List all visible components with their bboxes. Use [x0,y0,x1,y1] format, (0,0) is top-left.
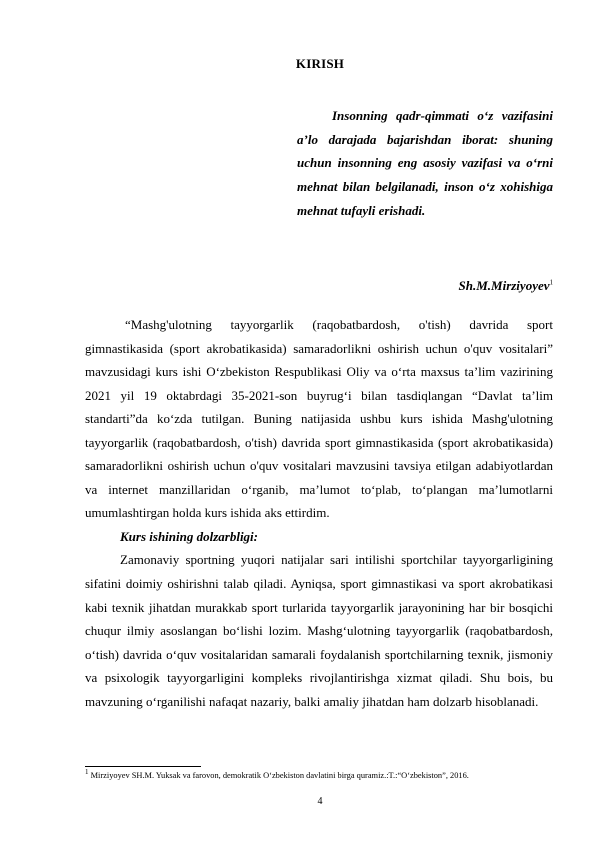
body-paragraph-1: “Mashg'ulotning tayyorgarlik (raqobatbardosh, o'tish) davrida sport gimnastikasida (sport akrobatikasida) samaradorlikni oshirish uchun o'quv vositalari” mavzusidagi kurs ishi O‘zbekiston Respublikasi Oliy va o‘rta maxsus ta’lim vazirining 2021 yil 19 oktabrdagi 35-2021-son buyrug‘i bilan tasdiqlangan “Davlat ta’lim standarti”da ko‘zda tutilgan. Buning natijasida ushbu kurs ishida Mashg'ulotning tayyorgarlik (raqobatbardosh, o'tish) davrida sport gimnastikasida (sport akrobatikasida) samaradorlikni oshirish uchun o'quv vositalari mavzusini tavsiya etilgan adabiyotlardan va internet manzillaridan o‘rganib, ma’lumot to‘plab, to‘plangan ma’lumotlarni umumlashtirgan holda kurs ishida aks ettirdim. [85,317,553,521]
body-paragraph-2: Zamonaviy sportning yuqori natijalar sari intilishi sportchilar tayyorgarligining sifatini doimiy oshirishni talab qiladi. Ayniqsa, sport gimnastikasi va sport akrobatikasi kabi texnik jihatdan murakkab sport turlarida tayyorgarlik jarayonining har bir bosqichi chuqur ilmiy asoslangan bo‘lishi lozim. Mashg‘ulotning tayyorgarlik (raqobatbardosh, o‘tish) davrida o‘quv vositalaridan samarali foydalanish sportchilarning texnik, jismoniy va psixologik tayyorgarligini kompleks rivojlantirishga xizmat qiladi. Shu bois, bu mavzuning o‘rganilishi nafaqat nazariy, balki amaliy jihatdan ham dolzarb hisoblanadi. [85,552,553,709]
footnote-text: Mirziyoyev SH.M. Yuksak va farovon, demokratik O‘zbekiston davlatini birga quramiz.:T.:“O‘zbekiston”, 2016. [90,771,469,780]
footnote-reference-mark: 1 [549,278,553,287]
epigraph-author [459,278,554,294]
footnote-divider [85,766,201,767]
footnote-number: 1 [85,768,89,777]
footnote [85,768,469,780]
section-subheading: Kurs ishining dolzarbligi: [120,528,258,544]
main-body-text [85,313,553,713]
epigraph-author-name: Sh.M.Mirziyoyev [458,278,550,293]
page-title: KIRISH [295,56,345,71]
page-number: 4 [317,796,323,807]
epigraph-quote: Insonning qadr-qimmati o‘z vazifasini a’lo darajada bajarishdan iborat: shuning uchun insonning eng asosiy vazifasi va o‘rni mehnat bilan belgilanadi, inson o‘z xohishiga mehnat tufayli erishadi. [297,108,553,218]
